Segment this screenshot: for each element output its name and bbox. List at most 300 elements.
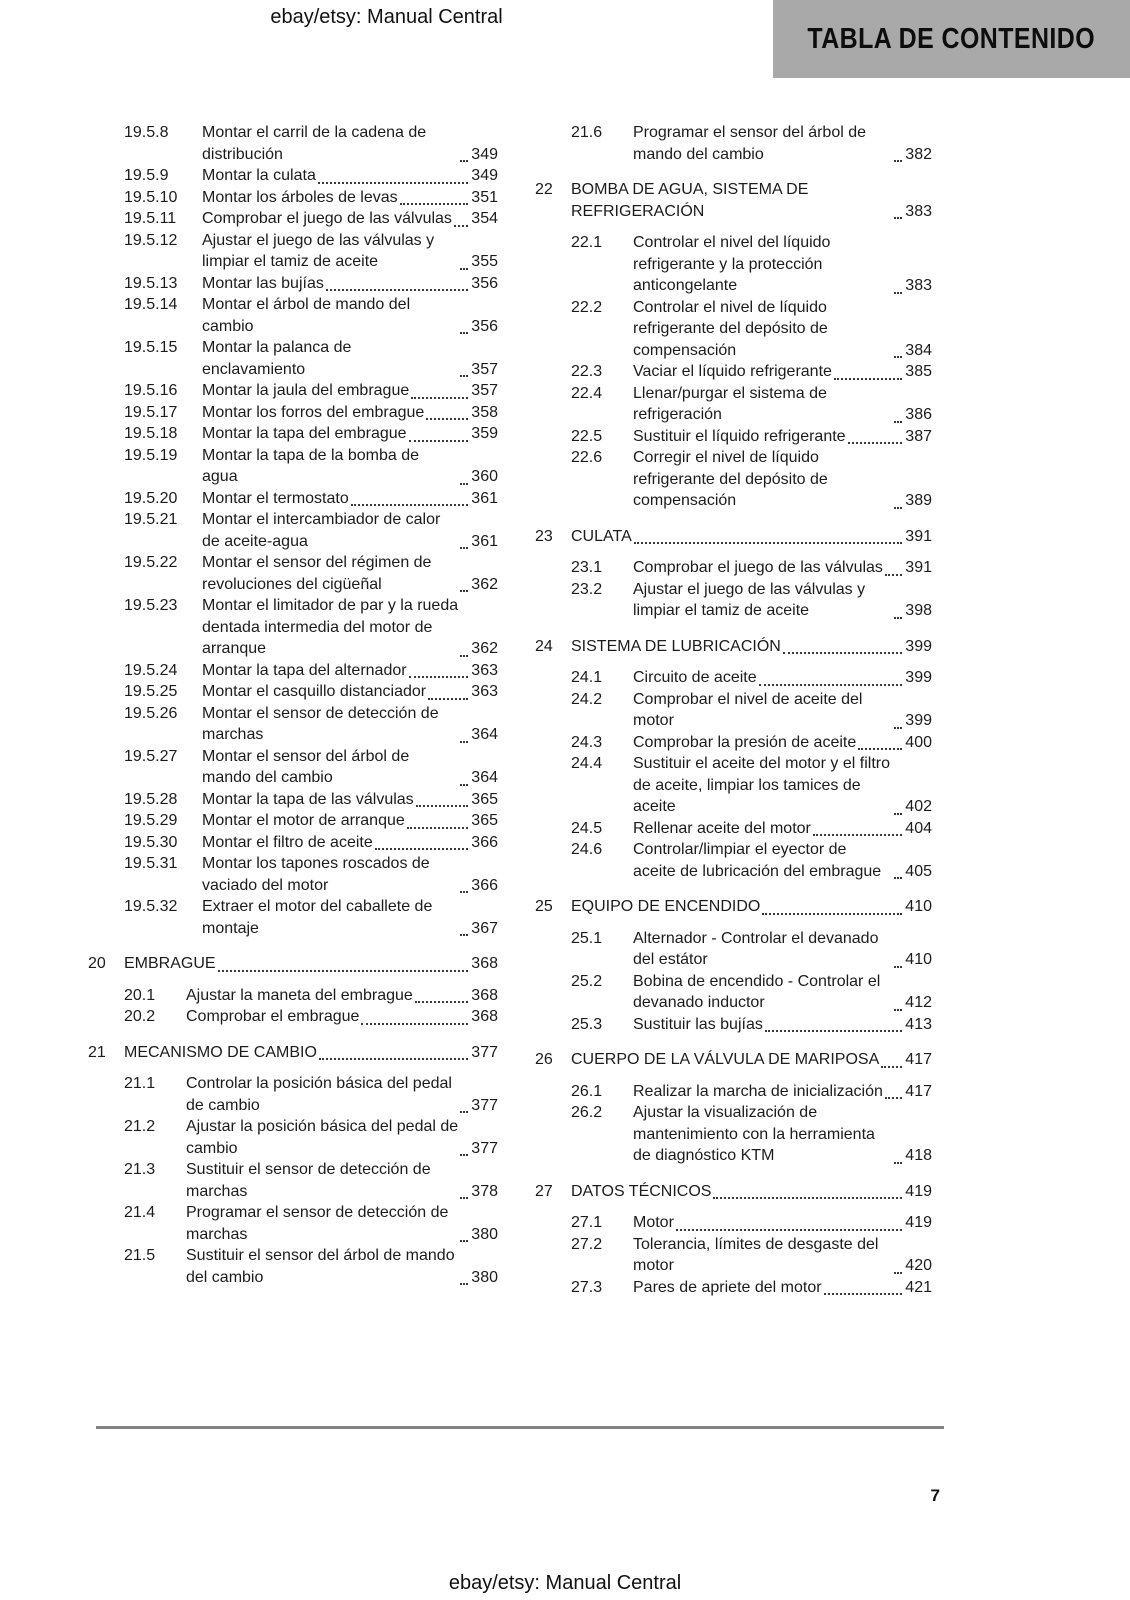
toc-entry-title: Montar el árbol de mando del cambio (202, 296, 411, 335)
toc-entry (88, 337, 498, 380)
toc-entry (535, 1234, 932, 1277)
toc-entry-page: 367 (471, 919, 498, 937)
toc-entry (88, 1116, 498, 1159)
toc-entry (88, 208, 498, 230)
toc-entry-number: 22.2 (571, 298, 603, 316)
toc-entry-title: Montar el casquillo distanciador (202, 683, 427, 700)
toc-entry-title: CUERPO DE LA VÁLVULA DE MARIPOSA (571, 1051, 880, 1068)
toc-entry-number: 19.5.19 (124, 446, 178, 464)
toc-entry-page: 364 (471, 726, 498, 743)
toc-entry-number: 19.5.9 (124, 167, 169, 184)
toc-entry-title: Sustituir las bujías (633, 1015, 763, 1033)
toc-entry-page: 380 (471, 1225, 498, 1243)
toc-leader-dots (351, 504, 469, 506)
toc-leader-dots (848, 442, 903, 444)
toc-entry (88, 488, 498, 510)
toc-leader-dots (460, 375, 468, 377)
toc-entry-page: 405 (905, 862, 932, 880)
toc-entry-page: 362 (471, 640, 498, 657)
toc-entry-page: 418 (905, 1147, 932, 1164)
toc-entry-number: 19.5.23 (124, 597, 178, 614)
toc-entry-page: 412 (905, 994, 932, 1011)
toc-entry (535, 928, 932, 971)
toc-entry (535, 818, 932, 840)
toc-entry-page: 364 (471, 769, 498, 786)
toc-entry (88, 230, 498, 273)
toc-entry (88, 273, 498, 295)
toc-entry (535, 1014, 932, 1036)
toc-entry-number: 25.2 (571, 972, 603, 990)
toc-leader-dots (460, 160, 468, 162)
toc-entry-page: 361 (471, 532, 498, 550)
toc-entry (535, 579, 932, 622)
toc-entry (88, 165, 498, 187)
toc-entry-title: Tolerancia, límites de desgaste del motor (633, 1235, 879, 1274)
toc-entry-number: 23 (535, 527, 553, 545)
toc-entry-number: 19.5.10 (124, 188, 178, 206)
toc-entry-page: 399 (905, 637, 932, 655)
toc-entry-number: 24.5 (571, 819, 603, 837)
toc-entry-number: 19.5.11 (124, 210, 177, 227)
toc-leader-dots (894, 1162, 902, 1164)
toc-entry-title: Montar el termostato (202, 489, 349, 507)
toc-entry-page: 382 (905, 145, 932, 163)
toc-entry-number: 19.5.18 (124, 425, 178, 442)
toc-entry-title: Ajustar la maneta del embrague (186, 986, 413, 1004)
toc-entry (88, 402, 498, 424)
toc-entry-title: MECANISMO DE CAMBIO (124, 1043, 317, 1061)
toc-entry-title: Controlar la posición básica del pedal de cambio (186, 1075, 452, 1114)
toc-entry-page: 359 (471, 425, 498, 442)
toc-entry-number: 21.3 (124, 1161, 156, 1178)
toc-entry-title: Montar el sensor del árbol de mando del cambio (202, 747, 410, 786)
toc-leader-dots (765, 1030, 902, 1032)
toc-leader-dots (460, 1240, 468, 1242)
toc-entry (535, 753, 932, 818)
toc-entry-title: Ajustar la visualización de mantenimiento con la herramienta de diagnóstico KTM (633, 1104, 875, 1164)
toc-entry-title: Montar el filtro de aceite (202, 833, 373, 851)
toc-entry-number: 19.5.28 (124, 790, 178, 808)
toc-entry-page: 365 (471, 790, 498, 808)
toc-entry (88, 187, 498, 209)
toc-entry-number: 24.3 (571, 733, 603, 751)
toc-entry (88, 853, 498, 896)
toc-leader-dots (460, 268, 468, 270)
toc-entry-number: 19.5.13 (124, 274, 178, 292)
toc-leader-dots (407, 827, 469, 829)
toc-entry-number: 27 (535, 1182, 553, 1200)
toc-leader-dots (415, 1001, 469, 1003)
toc-entry (535, 971, 932, 1014)
toc-entry-page: 410 (905, 898, 932, 915)
toc-chapter-entry (535, 896, 932, 918)
toc-entry (535, 122, 932, 165)
toc-entry (535, 426, 932, 448)
toc-entry-number: 19.5.16 (124, 382, 178, 399)
toc-entry-title: Motor (633, 1214, 674, 1231)
toc-entry-number: 21.2 (124, 1118, 156, 1135)
toc-chapter-entry (88, 1042, 498, 1064)
toc-entry-title: CULATA (571, 527, 632, 545)
toc-entry-title: Comprobar el juego de las válvulas (202, 210, 452, 227)
toc-entry-title: Montar la tapa de la bomba de agua (202, 446, 420, 485)
toc-leader-dots (460, 741, 468, 743)
toc-entry-page: 417 (905, 1051, 932, 1068)
toc-entry-number: 22.5 (571, 427, 603, 445)
toc-entry-number: 27.3 (571, 1278, 603, 1296)
toc-entry-number: 24 (535, 637, 553, 655)
toc-leader-dots (460, 1111, 468, 1113)
toc-entry (88, 122, 498, 165)
toc-entry-number: 19.5.29 (124, 812, 178, 829)
toc-entry-page: 378 (471, 1182, 498, 1200)
toc-entry-title: Comprobar el embrague (186, 1008, 360, 1025)
toc-leader-dots (409, 676, 469, 678)
toc-entry (88, 746, 498, 789)
toc-entry (88, 1159, 498, 1202)
toc-leader-dots (824, 1293, 903, 1295)
toc-entry-title: Programar el sensor de detección de marchas (186, 1204, 449, 1243)
toc-entry-number: 19.5.31 (124, 855, 178, 872)
toc-leader-dots (894, 617, 902, 619)
toc-entry-page: 363 (471, 683, 498, 700)
toc-leader-dots (460, 655, 468, 657)
toc-entry-title: Corregir el nivel de líquido refrigerante del depósito de compensación (633, 449, 828, 509)
toc-leader-dots (416, 805, 469, 807)
toc-entry-number: 19.5.27 (124, 747, 178, 765)
toc-entry-page: 399 (905, 669, 932, 686)
toc-entry-page: 419 (905, 1182, 932, 1200)
toc-entry-title: Montar la tapa del embrague (202, 425, 407, 442)
toc-entry (535, 1277, 932, 1299)
toc-leader-dots (894, 421, 902, 423)
toc-entry (88, 660, 498, 682)
toc-entry-page: 391 (905, 559, 932, 576)
toc-entry-title: Rellenar aceite del motor (633, 819, 811, 837)
toc-entry-number: 19.5.25 (124, 683, 178, 700)
toc-leader-dots (361, 1023, 468, 1025)
toc-entry-page: 377 (471, 1043, 498, 1061)
toc-entry-title: Controlar el nivel de líquido refrigerante del depósito de compensación (633, 298, 828, 359)
toc-entry-title: Montar los tapones roscados de vaciado del motor (202, 855, 430, 894)
toc-entry-page: 420 (905, 1257, 932, 1274)
toc-entry-number: 19.5.30 (124, 833, 178, 851)
toc-leader-dots (400, 203, 469, 205)
toc-entry-title: Circuito de aceite (633, 669, 757, 686)
toc-leader-dots (676, 1229, 902, 1231)
toc-leader-dots (318, 182, 468, 184)
toc-entry (535, 447, 932, 512)
toc-entry (88, 789, 498, 811)
toc-entry-number: 20.1 (124, 986, 156, 1004)
toc-entry-page: 360 (471, 468, 498, 485)
footer-doc-title: ebay/etsy: Manual Central (448, 1572, 682, 1594)
toc-entry-page: 363 (471, 661, 498, 679)
toc-entry (535, 839, 932, 882)
toc-entry-number: 22 (535, 181, 553, 198)
toc-entry-number: 19.5.20 (124, 489, 178, 507)
toc-leader-dots (894, 1009, 902, 1011)
toc-chapter-entry (535, 1181, 932, 1203)
toc-entry-title: EQUIPO DE ENCENDIDO (571, 898, 761, 915)
toc-entry-title: Montar el intercambiador de calor de aceite-agua (202, 511, 441, 550)
toc-entry (88, 380, 498, 402)
toc-chapter-entry (535, 636, 932, 658)
toc-leader-dots (460, 547, 468, 549)
toc-leader-dots (409, 440, 469, 442)
toc-entry (88, 985, 498, 1007)
toc-right-column (535, 122, 932, 1298)
toc-entry-number: 22.3 (571, 363, 603, 380)
toc-entry-title: Ajustar el juego de las válvulas y limpiar el tamiz de aceite (202, 231, 435, 270)
toc-entry-number: 21.1 (124, 1075, 156, 1092)
toc-entry-number: 23.2 (571, 580, 603, 598)
toc-entry-title: Montar la tapa del alternador (202, 661, 407, 679)
toc-entry-number: 22.4 (571, 384, 603, 402)
toc-entry-page: 417 (905, 1082, 932, 1100)
toc-leader-dots (713, 1197, 902, 1199)
toc-leader-dots (894, 966, 902, 968)
toc-chapter-entry (535, 179, 932, 222)
page-number: 7 (930, 1486, 940, 1505)
toc-entry (88, 1202, 498, 1245)
toc-entry-number: 19.5.32 (124, 898, 178, 915)
toc-entry (88, 896, 498, 939)
toc-leader-dots (894, 356, 902, 358)
toc-entry-page: 365 (471, 812, 498, 829)
toc-leader-dots (460, 1154, 468, 1156)
toc-entry-title: Montar la palanca de enclavamiento (202, 339, 352, 378)
toc-entry-page: 355 (471, 253, 498, 270)
toc-leader-dots (762, 913, 902, 915)
toc-entry-page: 387 (905, 427, 932, 445)
toc-entry-title: Sustituir el sensor de detección de marchas (186, 1161, 431, 1200)
toc-entry-page: 354 (471, 210, 498, 227)
toc-entry-page: 368 (471, 955, 498, 972)
toc-entry-title: Montar las bujías (202, 274, 324, 292)
toc-leader-dots (894, 160, 902, 162)
toc-entry-title: Alternador - Controlar el devanado del estátor (633, 929, 879, 968)
toc-leader-dots (894, 727, 902, 729)
toc-entry-title: Sustituir el líquido refrigerante (633, 427, 846, 445)
toc-leader-dots (426, 418, 468, 420)
toc-leader-dots (375, 848, 469, 850)
toc-entry-title: Realizar la marcha de inicialización (633, 1082, 883, 1100)
toc-entry (535, 1212, 932, 1234)
toc-body (88, 122, 932, 1298)
toc-entry-number: 26.1 (571, 1082, 603, 1100)
toc-entry-page: 402 (905, 798, 932, 815)
toc-leader-dots (858, 748, 902, 750)
toc-entry-title: Montar el limitador de par y la rueda dentada intermedia del motor de arranque (202, 597, 459, 657)
toc-entry-page: 380 (471, 1268, 498, 1286)
toc-entry (535, 383, 932, 426)
toc-entry (535, 297, 932, 362)
toc-entry-number: 23.1 (571, 559, 603, 576)
toc-entry-page: 421 (905, 1278, 932, 1296)
toc-entry-number: 25.1 (571, 929, 603, 947)
toc-entry-number: 24.2 (571, 690, 603, 708)
toc-leader-dots (460, 934, 468, 936)
toc-leader-dots (894, 217, 902, 219)
toc-entry-number: 21.4 (124, 1204, 156, 1221)
toc-entry-number: 21.6 (571, 124, 603, 141)
toc-entry-title: Vaciar el líquido refrigerante (633, 363, 832, 380)
toc-leader-dots (454, 225, 468, 227)
toc-entry-number: 22.6 (571, 449, 603, 466)
toc-entry-title: Llenar/purgar el sistema de refrigeración (633, 384, 827, 423)
toc-chapter-entry (535, 526, 932, 548)
toc-leader-dots (885, 574, 902, 576)
toc-entry (88, 810, 498, 832)
toc-entry-page: 383 (905, 277, 932, 294)
toc-entry-page: 357 (471, 382, 498, 399)
toc-entry-number: 24.4 (571, 755, 603, 772)
toc-entry-number: 19.5.26 (124, 704, 178, 722)
toc-entry-page: 410 (905, 951, 932, 968)
toc-entry-number: 21.5 (124, 1247, 156, 1264)
toc-entry-page: 383 (905, 202, 932, 220)
toc-entry (88, 294, 498, 337)
toc-entry-page: 368 (471, 986, 498, 1004)
toc-entry-page: 349 (471, 167, 498, 184)
toc-entry (88, 1073, 498, 1116)
toc-entry-page: 366 (471, 833, 498, 851)
toc-leader-dots (894, 292, 902, 294)
toc-entry-number: 20 (88, 955, 106, 972)
toc-entry-number: 20.2 (124, 1008, 156, 1025)
toc-entry (88, 445, 498, 488)
toc-entry-number: 22.1 (571, 234, 603, 251)
toc-leader-dots (319, 1058, 468, 1060)
toc-entry-number: 25.3 (571, 1015, 603, 1033)
toc-entry-page: 384 (905, 341, 932, 359)
toc-entry-page: 361 (471, 489, 498, 507)
toc-entry-title: Montar el sensor de detección de marchas (202, 704, 439, 743)
toc-leader-dots (894, 877, 902, 879)
toc-entry-page: 413 (905, 1015, 932, 1033)
toc-entry-number: 26.2 (571, 1104, 603, 1121)
toc-entry-page: 377 (471, 1096, 498, 1114)
toc-entry-page: 419 (905, 1214, 932, 1231)
toc-entry-title: Montar la tapa de las válvulas (202, 790, 414, 808)
toc-leader-dots (783, 652, 902, 654)
toc-entry (88, 1006, 498, 1028)
toc-entry-page: 377 (471, 1139, 498, 1157)
toc-entry-title: Ajustar la posición básica del pedal de cambio (186, 1118, 459, 1157)
toc-entry-title: DATOS TÉCNICOS (571, 1182, 712, 1200)
toc-entry-title: Sustituir el sensor del árbol de mando del cambio (186, 1247, 455, 1286)
toc-entry-page: 386 (905, 406, 932, 423)
toc-entry-title: Controlar/limpiar el eyector de aceite de lubricación del embrague (633, 841, 882, 880)
toc-entry-title: Montar la culata (202, 167, 316, 184)
toc-entry-number: 24.1 (571, 669, 603, 686)
footer-divider (96, 1426, 944, 1429)
toc-leader-dots (218, 970, 469, 972)
toc-entry-title: Extraer el motor del caballete de montaje (202, 898, 433, 937)
toc-entry (88, 681, 498, 703)
toc-entry-page: 389 (905, 492, 932, 509)
section-header-box (773, 0, 1130, 78)
toc-entry-page: 368 (471, 1008, 498, 1025)
toc-leader-dots (881, 1066, 902, 1068)
toc-entry (88, 509, 498, 552)
toc-leader-dots (834, 378, 902, 380)
toc-entry (88, 832, 498, 854)
toc-entry-title: BOMBA DE AGUA, SISTEMA DE REFRIGERACIÓN (571, 181, 809, 220)
toc-left-column (88, 122, 498, 1298)
toc-leader-dots (460, 1283, 468, 1285)
toc-entry-page: 399 (905, 712, 932, 729)
toc-entry-title: Controlar el nivel del líquido refrigerante y la protección anticongelante (633, 234, 831, 294)
toc-entry (535, 557, 932, 579)
toc-entry-title: Comprobar el nivel de aceite del motor (633, 690, 863, 729)
toc-leader-dots (411, 397, 468, 399)
toc-leader-dots (460, 483, 468, 485)
toc-entry-title: Bobina de encendido - Controlar el devanado inductor (633, 972, 881, 1011)
toc-entry-number: 19.5.17 (124, 403, 178, 421)
toc-entry-page: 391 (905, 527, 932, 545)
toc-leader-dots (460, 332, 468, 334)
toc-entry-title: Montar los forros del embrague (202, 403, 425, 421)
toc-entry-number: 19.5.24 (124, 661, 178, 679)
toc-entry-page: 400 (905, 733, 932, 751)
toc-entry-title: Montar el carril de la cadena de distribución (202, 124, 427, 163)
toc-entry (535, 1081, 932, 1103)
toc-entry-title: Montar la jaula del embrague (202, 382, 410, 399)
toc-leader-dots (813, 834, 902, 836)
toc-entry-page: 351 (471, 188, 498, 206)
toc-leader-dots (460, 784, 468, 786)
toc-entry (535, 667, 932, 689)
toc-entry-page: 349 (471, 145, 498, 163)
toc-entry-page: 357 (471, 360, 498, 378)
toc-leader-dots (894, 1272, 902, 1274)
toc-leader-dots (460, 1197, 468, 1199)
toc-entry (535, 689, 932, 732)
toc-leader-dots (460, 891, 468, 893)
toc-entry-title: Ajustar el juego de las válvulas y limpiar el tamiz de aceite (633, 580, 866, 619)
toc-entry-number: 25 (535, 898, 553, 915)
toc-entry-number: 27.1 (571, 1214, 603, 1231)
toc-entry-page: 362 (471, 575, 498, 593)
toc-entry-page: 366 (471, 876, 498, 894)
header-doc-title: ebay/etsy: Manual Central (270, 6, 503, 28)
toc-entry-page: 356 (471, 274, 498, 292)
toc-entry-number: 21 (88, 1043, 106, 1061)
toc-entry-page: 358 (471, 403, 498, 421)
toc-entry-page: 356 (471, 317, 498, 335)
section-header-title: TABLA DE CONTENIDO (807, 22, 1096, 55)
toc-leader-dots (759, 684, 903, 686)
toc-leader-dots (634, 542, 903, 544)
toc-entry-title: Comprobar la presión de aceite (633, 733, 857, 751)
toc-entry-page: 385 (905, 363, 932, 380)
toc-entry-title: Montar los árboles de levas (202, 188, 398, 206)
toc-leader-dots (894, 813, 902, 815)
toc-entry-number: 19.5.22 (124, 554, 178, 571)
toc-entry-title: Sustituir el aceite del motor y el filtro de aceite, limpiar los tamices de aceite (633, 755, 890, 815)
toc-entry-number: 26 (535, 1051, 553, 1068)
toc-entry (88, 1245, 498, 1288)
toc-entry-number: 19.5.15 (124, 339, 178, 356)
toc-chapter-entry (535, 1049, 932, 1071)
toc-entry-page: 398 (905, 602, 932, 619)
toc-entry-title: SISTEMA DE LUBRICACIÓN (571, 637, 781, 655)
toc-entry-title: Montar el motor de arranque (202, 812, 405, 829)
toc-entry (88, 703, 498, 746)
toc-entry-number: 24.6 (571, 841, 603, 858)
